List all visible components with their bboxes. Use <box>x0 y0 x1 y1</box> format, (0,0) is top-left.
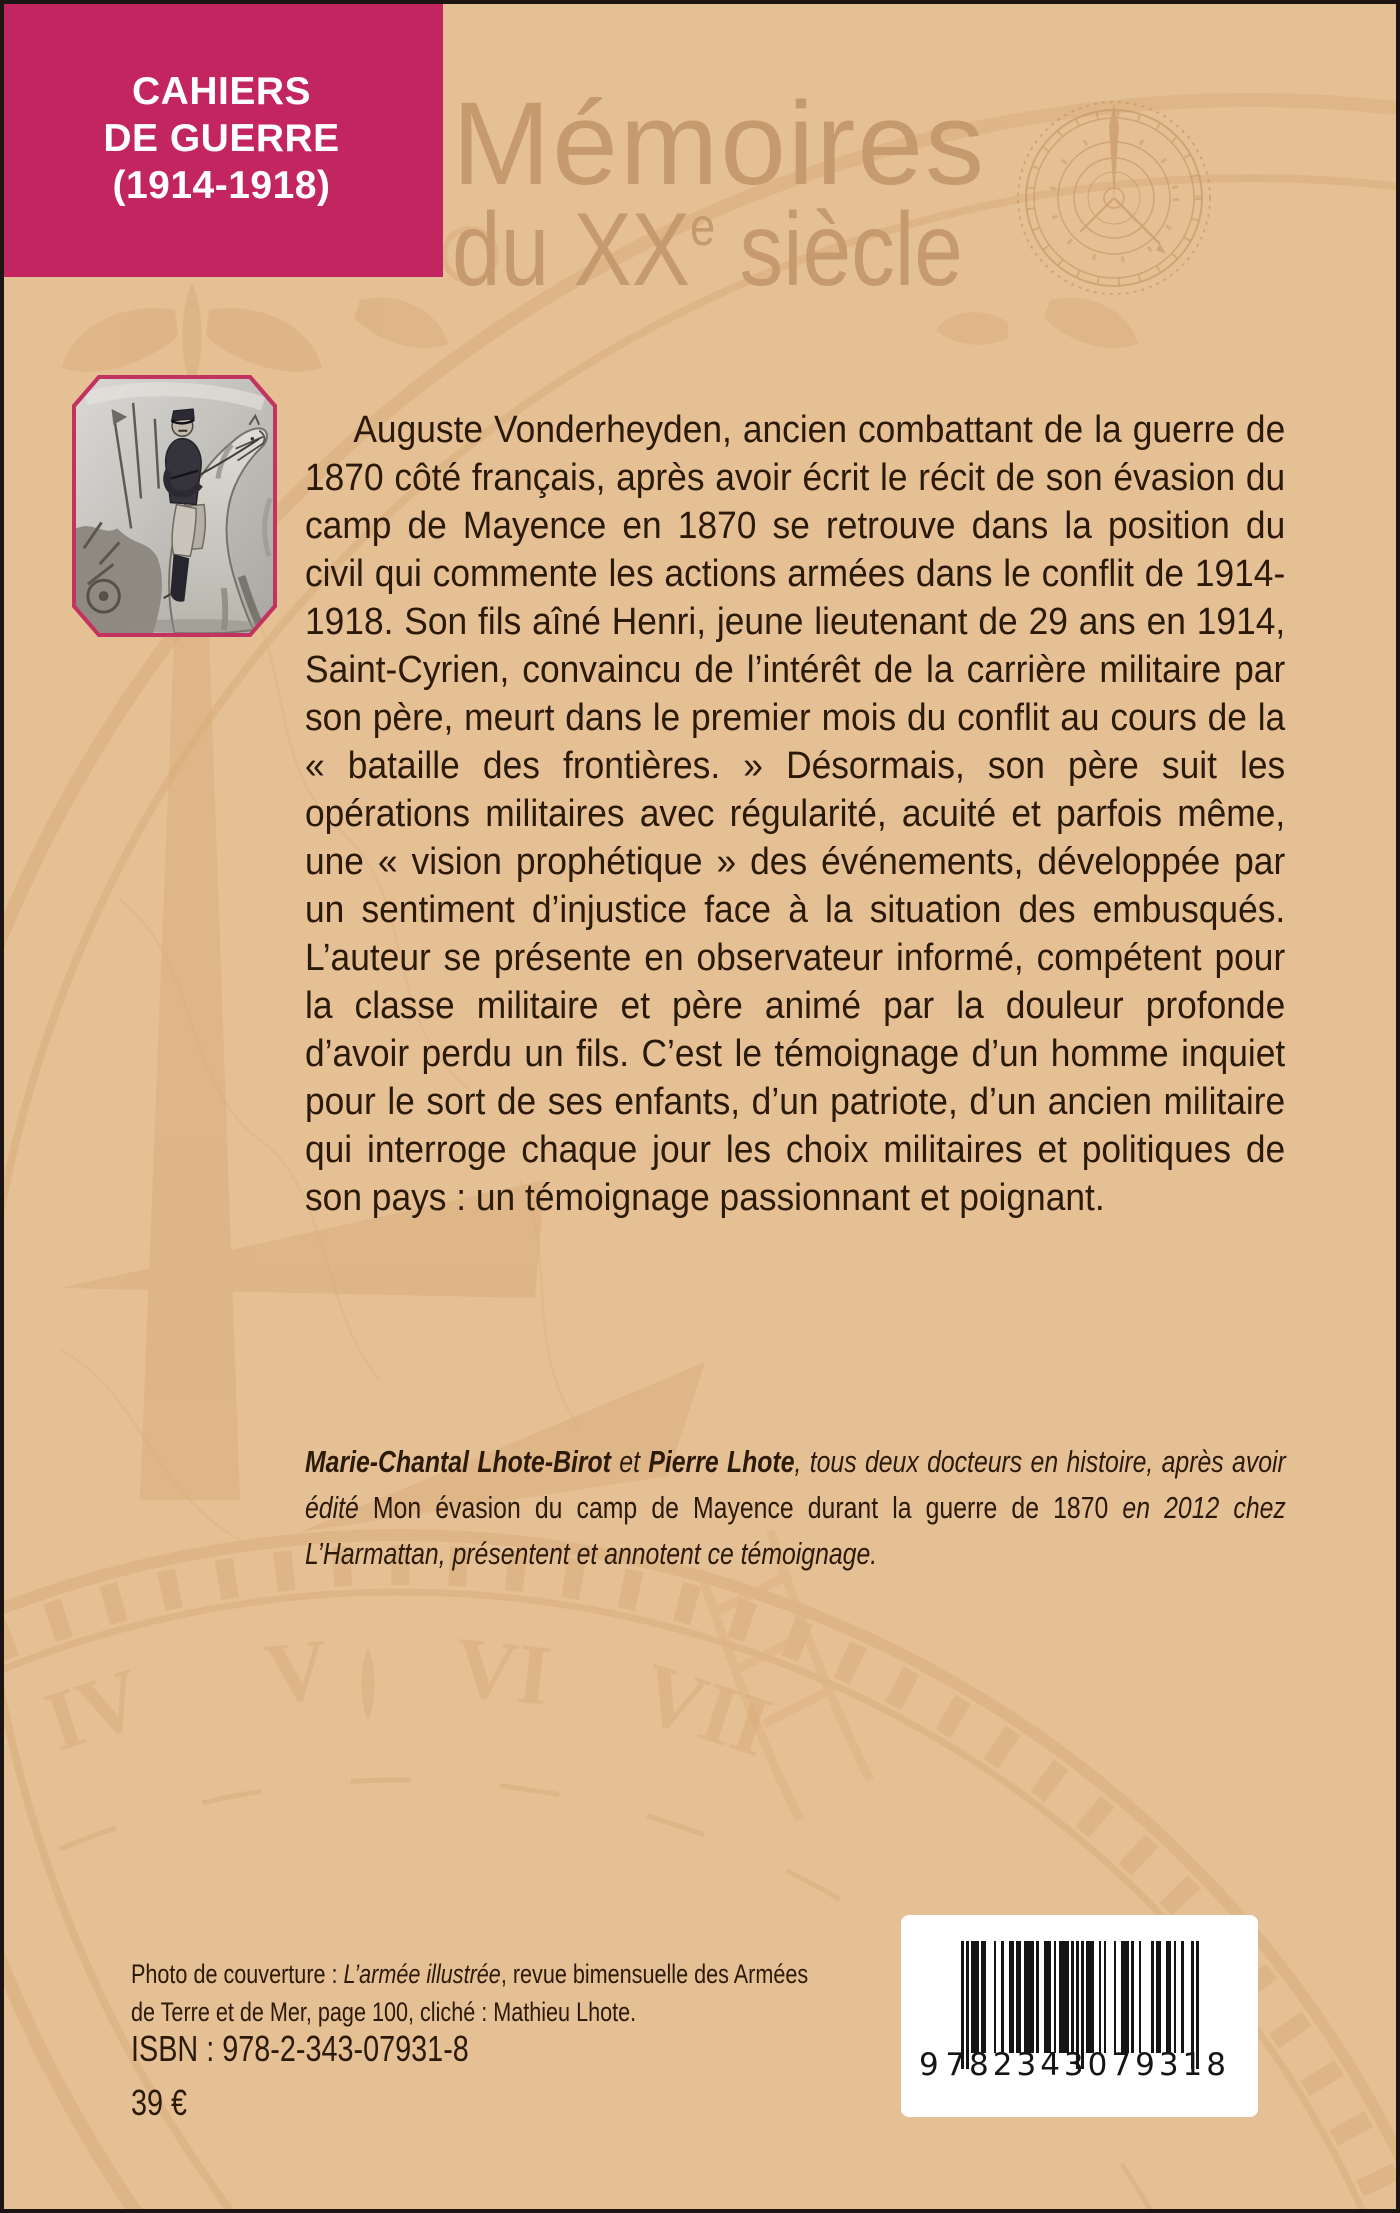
svg-text:V: V <box>261 1620 333 1723</box>
collection-title <box>452 78 1060 317</box>
collection-line2-superscript: e <box>689 197 716 257</box>
series-banner <box>0 0 443 277</box>
barcode-digit-group: 079318 <box>1087 2047 1230 2083</box>
photo-credit <box>131 1955 824 2031</box>
collection-line2-prefix: du XX <box>452 192 690 308</box>
svg-text:VII: VII <box>629 1643 783 1776</box>
text-segment: Pierre Lhote <box>648 1444 795 1479</box>
text-segment: et <box>610 1444 649 1479</box>
authors-bio <box>305 1439 1286 1577</box>
text-segment: , revue bimensuelle des Armées de Terre et de Mer, page 100, cliché : Mathieu Lhote. <box>131 1959 809 2027</box>
text-segment: L’armée illustrée <box>343 1959 501 1989</box>
series-banner-line: CAHIERS <box>131 70 312 113</box>
svg-text:IV: IV <box>33 1649 155 1770</box>
collection-line2-suffix: siècle <box>715 192 963 308</box>
text-segment: , tous deux docteurs en histoire, après avoir édité <box>305 1444 1286 1525</box>
barcode-digit-group: 782343 <box>945 2047 1088 2083</box>
text-segment: Marie-Chantal Lhote-Birot <box>305 1444 611 1479</box>
text-segment: Photo de couverture : <box>131 1959 344 1989</box>
price-text: 39 € <box>131 2082 188 2123</box>
isbn-text: ISBN : 978-2-343-07931-8 <box>131 2028 469 2069</box>
barcode-digits <box>919 2047 1230 2083</box>
text-segment: en 2012 chez L’Harmattan, présentent et annotent ce témoignage. <box>305 1490 1286 1571</box>
svg-text:VI: VI <box>450 1618 556 1724</box>
barcode-panel <box>901 1915 1258 2117</box>
cover-illustration-frame <box>72 375 277 637</box>
text-segment: Mon évasion du camp de Mayence durant la guerre de 1870 <box>372 1490 1109 1525</box>
series-banner-line: (1914-1918) <box>112 164 331 207</box>
collection-title-line2 <box>452 192 963 317</box>
barcode-digit-group: 9 <box>919 2047 939 2083</box>
cover-illustration <box>76 379 273 633</box>
back-cover-description: Auguste Vonderheyden, ancien combattant de la guerre de 1870 côté français, après avoir écrit le récit de son évasion du camp de Mayence en 1870 se retrouve dans la position du civil qui commente les actions armées dans le conflit de 1914-1918. Son fils aîné Henri, jeune lieutenant de 29 ans en 1914, Saint-Cyrien, convaincu de l’intérêt de la carrière militaire par son père, meurt dans le premier mois du conflit au cours de la « bataille des frontières. » Désormais, son père suit les opérations militaires avec régularité, acuité et parfois même, une « vision prophétique » des événements, développée par un sentiment d’injustice face à la situation des embusqués. L’auteur se présente en observateur informé, compétent pour la classe militaire et père animé par la douleur profonde d’avoir perdu un fils. C’est le témoignage d’un homme inquiet pour le sort de ses enfants, d’un patriote, d’un ancien militaire qui interroge chaque jour les choix militaires et politiques de son pays : un témoignage passionnant et poignant. <box>305 409 1286 1219</box>
collection-title-line1: Mémoires <box>452 78 986 210</box>
series-banner-line: DE GUERRE <box>103 117 340 160</box>
